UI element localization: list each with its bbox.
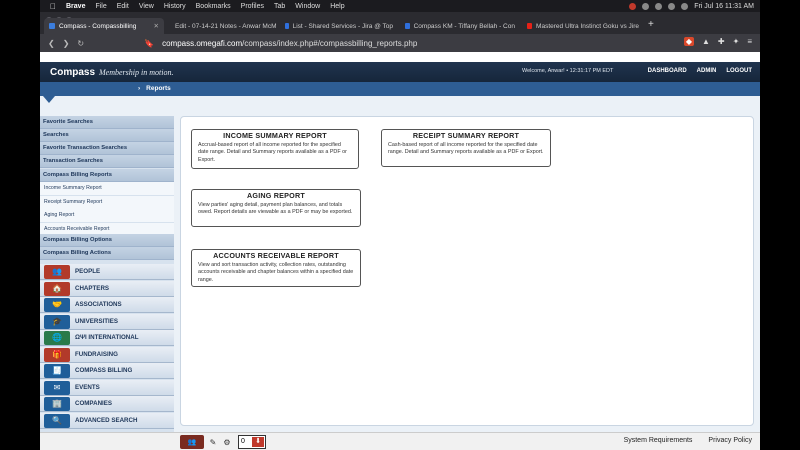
nav-label: UNIVERSITIES	[75, 318, 118, 325]
nav-label: COMPANIES	[75, 400, 113, 407]
sidebar-transaction-searches[interactable]: Transaction Searches	[40, 155, 174, 168]
menu-history[interactable]: History	[157, 2, 180, 10]
macos-menubar	[40, 0, 760, 12]
menu-tab[interactable]: Tab	[268, 2, 280, 10]
report-card-accounts-receivable[interactable]	[191, 249, 361, 287]
sidebar-favorite-searches[interactable]: Favorite Searches	[40, 116, 174, 129]
sidebar-searches[interactable]: Searches	[40, 129, 174, 142]
control-center-icon[interactable]	[681, 3, 688, 10]
international-icon: 🌐	[44, 331, 70, 345]
report-title[interactable]: AGING REPORT	[243, 191, 309, 200]
sidebar-item-receipt-summary[interactable]: Receipt Summary Report	[40, 196, 174, 209]
fundraising-icon: 🎁	[44, 348, 70, 362]
breadcrumb: › Reports	[138, 85, 171, 92]
nav-fundraising[interactable]	[40, 347, 174, 363]
battery-icon[interactable]	[655, 3, 662, 10]
reload-icon[interactable]: ↻	[77, 38, 85, 48]
url-host: compass.omegafi.com	[162, 38, 243, 48]
nav-advanced-search[interactable]	[40, 413, 174, 429]
sidebar-favorite-transaction-searches[interactable]: Favorite Transaction Searches	[40, 142, 174, 155]
record-icon[interactable]	[629, 3, 636, 10]
extensions-area	[684, 37, 752, 46]
sidebar-item-income-summary[interactable]: Income Summary Report	[40, 182, 174, 195]
tab-label: Edit - 07-14-21 Notes - Anwar McM	[175, 22, 277, 30]
report-title[interactable]: RECEIPT SUMMARY REPORT	[409, 131, 523, 140]
download-arrow-icon: ⬇	[252, 437, 264, 447]
settings-gear-icon[interactable]: ⚙	[223, 437, 231, 447]
brand-tagline: Membership in motion.	[99, 67, 174, 77]
sidebar-item-aging-report[interactable]: Aging Report	[40, 209, 174, 222]
nav-logout[interactable]: LOGOUT	[726, 68, 752, 74]
header-nav	[648, 68, 752, 74]
brave-rewards-icon[interactable]: ▲	[702, 37, 710, 46]
nav-label: COMPASS BILLING	[75, 367, 133, 374]
nav-label: FUNDRAISING	[75, 351, 118, 358]
forward-icon[interactable]: ❯	[62, 38, 70, 48]
url-field[interactable]	[162, 39, 417, 48]
menu-brave[interactable]: Brave	[60, 2, 80, 10]
report-description: View parties' aging detail, payment plan balances, and totals owed. Report details are viewable as a PDF or may be exported.	[198, 202, 353, 216]
report-title-wrap	[192, 125, 358, 143]
nav-label: ΩΨΙ INTERNATIONAL	[75, 334, 139, 341]
extension-icon[interactable]: ✚	[717, 37, 725, 46]
brand-logo[interactable]: Compass	[50, 66, 96, 78]
breadcrumb-pointer	[43, 96, 55, 103]
compass-favicon-icon	[49, 23, 55, 29]
confluence-favicon-icon	[405, 23, 410, 29]
breadcrumb-bar	[40, 82, 760, 96]
people-icon: 👥	[44, 265, 70, 279]
brave-shield-icon[interactable]: ◆	[685, 37, 692, 46]
associations-icon: 🤝	[44, 298, 70, 312]
nav-companies[interactable]	[40, 396, 174, 412]
tab-label: List - Shared Services - Jira @ Top	[292, 22, 393, 30]
nav-label: ADVANCED SEARCH	[75, 417, 138, 424]
companies-icon: 🏢	[44, 397, 70, 411]
nav-label: ASSOCIATIONS	[75, 301, 122, 308]
compass-billing-icon: 🧾	[44, 364, 70, 378]
report-title[interactable]: INCOME SUMMARY REPORT	[219, 131, 331, 140]
apple-icon[interactable]	[50, 2, 56, 11]
report-title-wrap	[382, 125, 550, 143]
address-bar	[40, 34, 760, 52]
sidebar-compass-billing-options[interactable]: Compass Billing Options	[40, 234, 174, 247]
tab-label: Compass KM - Tiffany Bellah - Con	[413, 22, 515, 30]
footer-links	[624, 437, 752, 444]
menu-edit[interactable]: Edit	[110, 2, 123, 10]
report-description: View and sort transaction activity, collection rates, outstanding accounts receivable and chapter balances within a specified date range.	[198, 262, 354, 283]
browser-tab-3[interactable]	[400, 18, 520, 34]
tab-label: Compass - Compassbilling	[59, 22, 137, 30]
nav-compass-billing[interactable]	[40, 363, 174, 379]
menubar-clock[interactable]: Fri Jul 16 11:31 AM	[694, 2, 754, 10]
nav-admin[interactable]: ADMIN	[696, 68, 717, 74]
download-queue[interactable]	[238, 435, 266, 449]
back-icon[interactable]: ❮	[48, 38, 55, 48]
footer	[40, 432, 760, 450]
menu-window[interactable]: Window	[289, 2, 315, 10]
bookmark-icon[interactable]: 🔖	[144, 38, 155, 48]
nav-events[interactable]	[40, 380, 174, 396]
reports-panel	[180, 116, 754, 426]
menu-file[interactable]: File	[89, 2, 101, 10]
extensions-puzzle-icon[interactable]: ✦	[732, 37, 740, 46]
browser-tab-2[interactable]	[280, 18, 398, 34]
menu-help[interactable]: Help	[324, 2, 339, 10]
jira-favicon-icon	[285, 23, 289, 29]
nav-dashboard[interactable]: DASHBOARD	[647, 68, 687, 74]
chapters-icon: 🏠	[44, 282, 70, 296]
nav-associations[interactable]	[40, 297, 174, 313]
sidebar	[40, 116, 174, 432]
site-header	[40, 62, 760, 82]
download-count: 0	[241, 438, 245, 445]
nav-universities[interactable]	[40, 314, 174, 330]
universities-icon: 🎓	[44, 315, 70, 329]
nav-label: EVENTS	[75, 384, 100, 391]
report-description: Accrual-based report of all income reported for the specified date range. Detail and Summary reports available as a PDF or Export.	[198, 142, 347, 163]
new-tab-icon[interactable]: +	[648, 19, 654, 30]
report-title[interactable]: ACCOUNTS RECEIVABLE REPORT	[209, 251, 343, 260]
status-tray	[629, 0, 754, 12]
browser-tab-0[interactable]	[44, 18, 164, 34]
menu-icon[interactable]: ≡	[747, 37, 752, 46]
report-title-wrap	[192, 245, 360, 263]
browser-tab-4[interactable]	[522, 18, 644, 34]
menu-profiles[interactable]: Profiles	[234, 2, 258, 10]
tab-label: Mastered Ultra Instinct Goku vs Jire	[536, 22, 639, 30]
wifi-icon[interactable]	[642, 3, 649, 10]
menu-bookmarks[interactable]: Bookmarks	[189, 2, 225, 10]
nav-chapters[interactable]	[40, 281, 174, 297]
sidebar-compass-billing-reports[interactable]: Compass Billing Reports	[40, 169, 174, 182]
menu-view[interactable]: View	[132, 2, 148, 10]
system-requirements-link[interactable]: System Requirements	[623, 437, 693, 444]
browser-tab-1[interactable]	[166, 18, 278, 34]
events-icon: ✉	[44, 381, 70, 395]
search-icon[interactable]	[668, 3, 675, 10]
youtube-favicon-icon	[527, 23, 532, 29]
notes-tool-icon[interactable]: ✎	[209, 437, 217, 447]
welcome-text: Welcome, Anwar! • 12:31:17 PM EDT	[522, 68, 614, 74]
report-title-wrap	[192, 185, 360, 203]
advanced-search-icon: 🔍	[44, 414, 70, 428]
screen	[40, 0, 760, 450]
sidebar-item-accounts-receivable[interactable]: Accounts Receivable Report	[40, 223, 174, 236]
privacy-policy-link[interactable]: Privacy Policy	[708, 437, 752, 444]
nav-people[interactable]	[40, 264, 174, 280]
report-description: Cash-based report of all income reported for the specified date range. Detail and Summary reports available as a PDF or Export.	[388, 142, 544, 156]
sidebar-compass-billing-actions[interactable]: Compass Billing Actions	[40, 247, 174, 260]
nav-label: CHAPTERS	[75, 285, 110, 292]
url-path: /compass/index.php#/compassbilling_reports.php	[242, 38, 418, 48]
report-card-income-summary[interactable]	[191, 129, 359, 169]
nav-label: PEOPLE	[75, 268, 101, 275]
report-card-receipt-summary[interactable]	[381, 129, 551, 167]
report-card-aging[interactable]	[191, 189, 361, 227]
close-tab-icon[interactable]: ✕	[153, 23, 159, 30]
nav-international[interactable]	[40, 330, 174, 346]
contacts-tool-icon[interactable]: 👥	[180, 435, 204, 449]
